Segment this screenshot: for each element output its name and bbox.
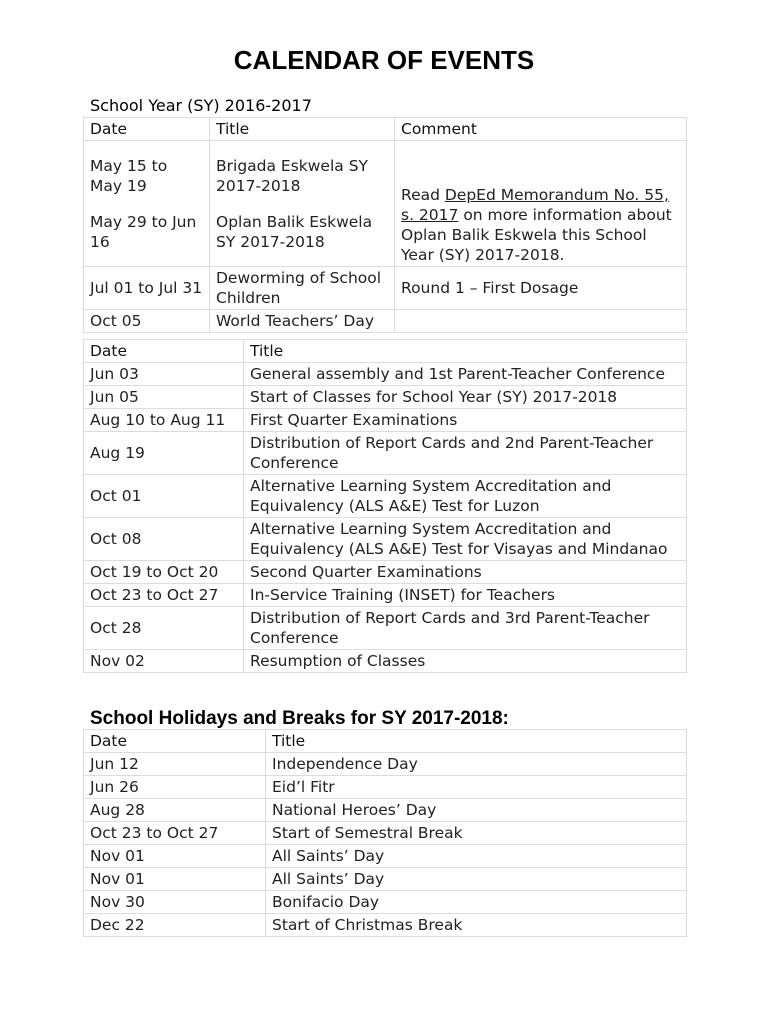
- table-row: [84, 584, 687, 607]
- comment-prefix: Read: [401, 186, 445, 204]
- title-cell: Resumption of Classes: [244, 650, 687, 673]
- column-header-comment: Comment: [395, 118, 687, 141]
- column-header-title: Title: [266, 730, 687, 753]
- date-cell: Nov 02: [84, 650, 244, 673]
- column-header-title: Title: [210, 118, 395, 141]
- date-brigada: May 15 to May 19: [90, 156, 168, 195]
- date-cell: Oct 05: [84, 310, 210, 333]
- table-row: [84, 267, 687, 310]
- date-cell: Nov 01: [84, 868, 266, 891]
- date-cell: Jun 26: [84, 776, 266, 799]
- page-title: CALENDAR OF EVENTS: [233, 45, 535, 75]
- column-header-title: Title: [244, 340, 687, 363]
- date-cell: Jul 01 to Jul 31: [84, 267, 210, 310]
- events-table-sy-2016-2017: [83, 117, 687, 333]
- table-row: [84, 776, 687, 799]
- title-cell: First Quarter Examinations: [244, 409, 687, 432]
- table-row: [84, 475, 687, 518]
- title-cell: Start of Classes for School Year (SY) 2017-2018: [244, 386, 687, 409]
- table-row: [84, 607, 687, 650]
- title-cell: [210, 141, 395, 267]
- title-cell: In-Service Training (INSET) for Teachers: [244, 584, 687, 607]
- table-row: [84, 799, 687, 822]
- title-cell: Second Quarter Examinations: [244, 561, 687, 584]
- holidays-heading: School Holidays and Breaks for SY 2017-2018:: [90, 708, 509, 729]
- date-cell: Jun 12: [84, 753, 266, 776]
- date-cell: Oct 23 to Oct 27: [84, 822, 266, 845]
- table-row: [84, 914, 687, 937]
- date-cell: Oct 01: [84, 475, 244, 518]
- comment-cell: [395, 310, 687, 333]
- title-cell: World Teachers’ Day: [210, 310, 395, 333]
- column-header-date: Date: [84, 118, 210, 141]
- table-row: [84, 363, 687, 386]
- table-header-row: [84, 730, 687, 753]
- title-cell: Start of Christmas Break: [266, 914, 687, 937]
- title-brigada: Brigada Eskwela SY 2017-2018: [216, 156, 369, 195]
- events-table-sy-2017-2018: [83, 339, 687, 673]
- title-cell: Eid’l Fitr: [266, 776, 687, 799]
- title-cell: Start of Semestral Break: [266, 822, 687, 845]
- table-header-row: [84, 118, 687, 141]
- comment-suffix: on more information about Oplan Balik Eskwela this School Year (SY) 2017-2018.: [401, 206, 672, 264]
- title-cell: Distribution of Report Cards and 3rd Parent-Teacher Conference: [244, 607, 687, 650]
- date-cell: Oct 19 to Oct 20: [84, 561, 244, 584]
- holidays-table: [83, 729, 687, 937]
- title-cell: Distribution of Report Cards and 2nd Parent-Teacher Conference: [244, 432, 687, 475]
- date-cell: Jun 05: [84, 386, 244, 409]
- title-cell: Independence Day: [266, 753, 687, 776]
- table-row: [84, 561, 687, 584]
- date-cell: Nov 01: [84, 845, 266, 868]
- title-cell: Alternative Learning System Accreditation and Equivalency (ALS A&E) Test for Luzon: [244, 475, 687, 518]
- table-row: [84, 518, 687, 561]
- table-row: [84, 868, 687, 891]
- date-cell: Dec 22: [84, 914, 266, 937]
- column-header-date: Date: [84, 730, 266, 753]
- date-cell: Aug 10 to Aug 11: [84, 409, 244, 432]
- date-cell: Aug 19: [84, 432, 244, 475]
- table-header-row: [84, 340, 687, 363]
- title-cell: Bonifacio Day: [266, 891, 687, 914]
- date-cell: Oct 28: [84, 607, 244, 650]
- date-cell: Oct 23 to Oct 27: [84, 584, 244, 607]
- table-row: [84, 753, 687, 776]
- table-row: [84, 891, 687, 914]
- title-cell: Deworming of School Children: [210, 267, 395, 310]
- title-oplan: Oplan Balik Eskwela SY 2017-2018: [216, 212, 373, 251]
- title-cell: All Saints’ Day: [266, 868, 687, 891]
- title-cell: Alternative Learning System Accreditation and Equivalency (ALS A&E) Test for Visayas and Mindanao: [244, 518, 687, 561]
- table-row: [84, 822, 687, 845]
- date-cell: Jun 03: [84, 363, 244, 386]
- table-row: [84, 141, 687, 267]
- title-cell: All Saints’ Day: [266, 845, 687, 868]
- date-cell: Oct 08: [84, 518, 244, 561]
- table-row: [84, 409, 687, 432]
- date-cell: Aug 28: [84, 799, 266, 822]
- table-row: [84, 432, 687, 475]
- comment-cell: Round 1 – First Dosage: [395, 267, 687, 310]
- date-oplan: May 29 to Jun 16: [90, 212, 197, 251]
- table-row: [84, 845, 687, 868]
- table-row: [84, 386, 687, 409]
- title-cell: National Heroes’ Day: [266, 799, 687, 822]
- column-header-date: Date: [84, 340, 244, 363]
- title-cell: General assembly and 1st Parent-Teacher Conference: [244, 363, 687, 386]
- table-row: [84, 310, 687, 333]
- table-row: [84, 650, 687, 673]
- deped-memorandum-link[interactable]: DepEd Memorandum No. 55, s. 2017: [401, 186, 669, 224]
- date-cell: [84, 141, 210, 267]
- school-year-heading: School Year (SY) 2016-2017: [90, 96, 312, 115]
- date-cell: Nov 30: [84, 891, 266, 914]
- comment-cell: [395, 141, 687, 267]
